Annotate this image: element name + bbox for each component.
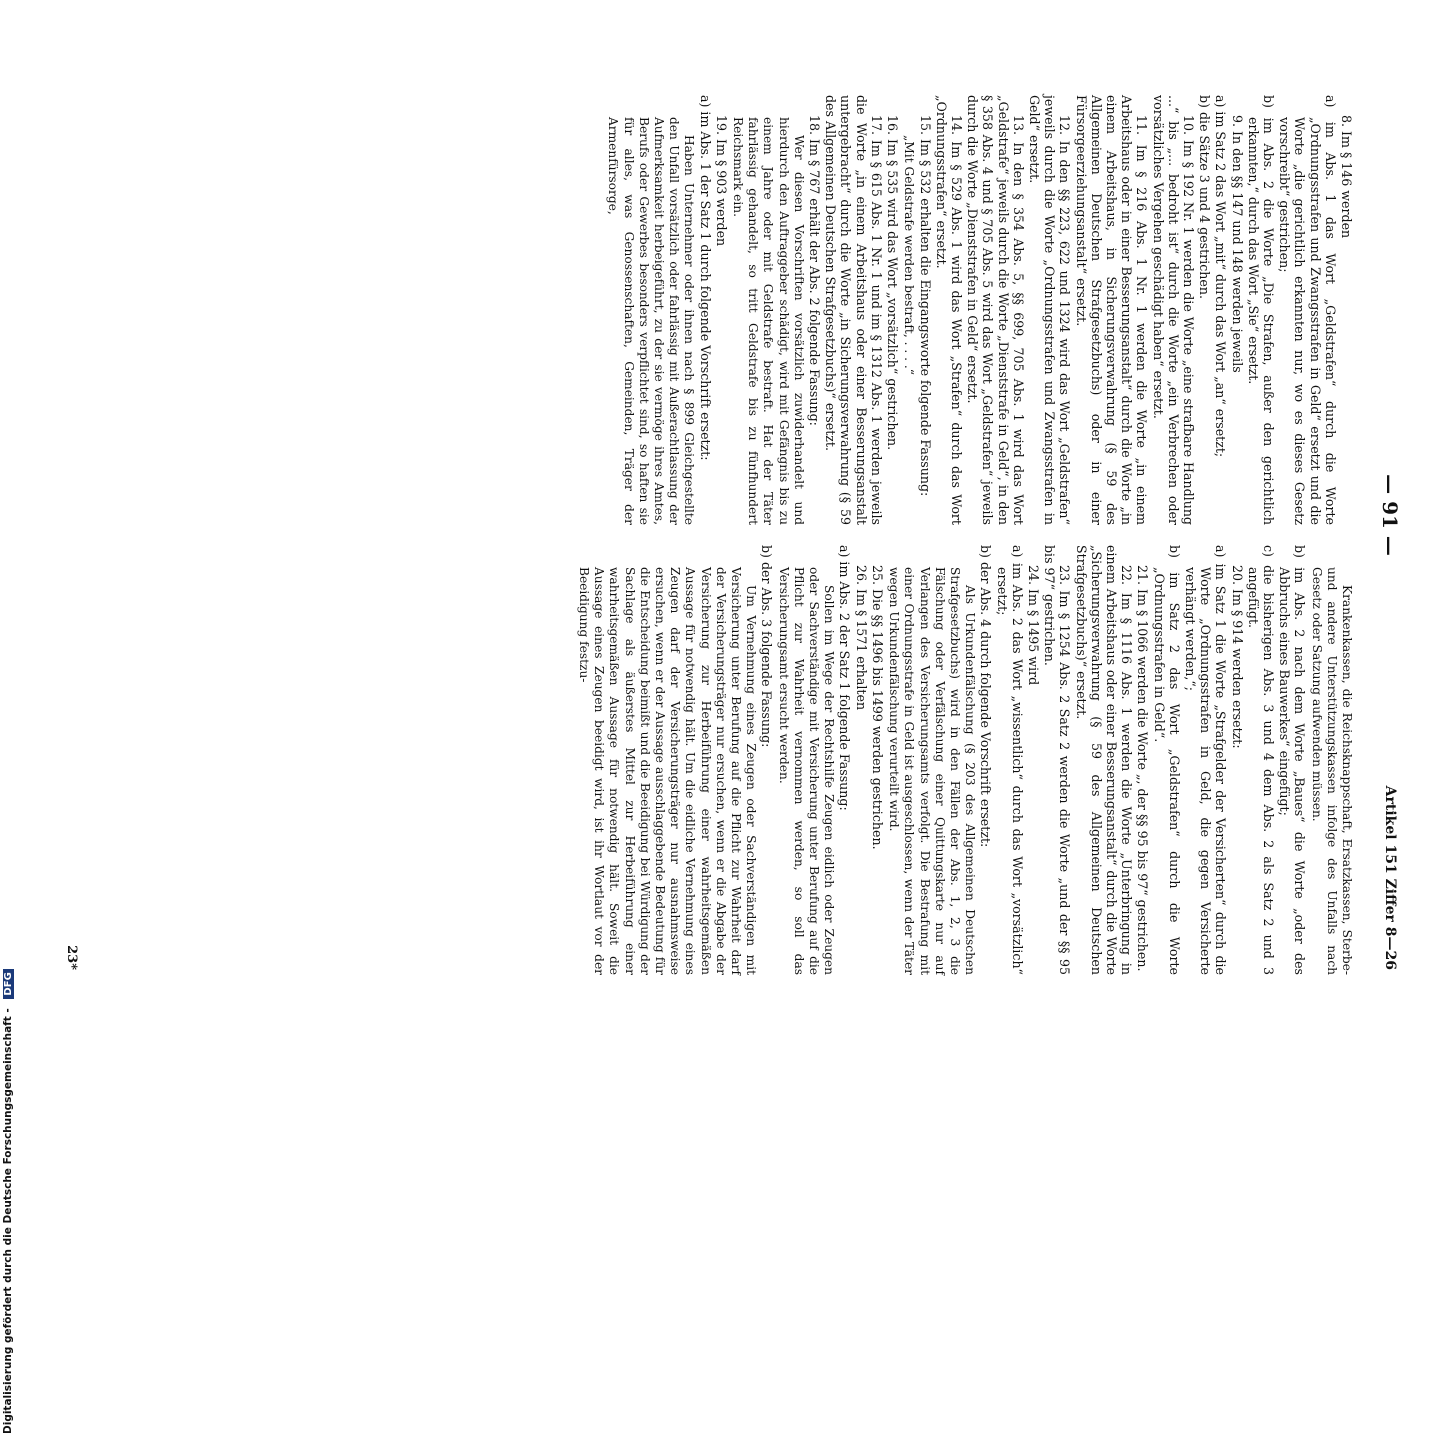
- page-number: — 91 —: [1378, 474, 1402, 556]
- paragraph: 8. Im § 146 werden: [1339, 115, 1354, 239]
- paragraph: 25. Die §§ 1496 bis 1499 werden gestrichen.: [869, 565, 885, 850]
- page-header: [1374, 60, 1402, 970]
- paragraph: b) die Sätze 3 und 4 gestrichen.: [1197, 95, 1213, 299]
- paragraph: 22. Im § 1116 Abs. 1 werden die Worte „Unterbringung in einem Arbeitshaus oder einer Besserungsanstalt“ durch die Worte „Sicherungsverwahrung (§ 59 des Allgemeinen Deutschen Strafgesetzbuchs)“ ersetzt.: [1073, 545, 1135, 975]
- paragraph: b) im Satz 2 das Wort „Geldstrafen“ durch die Worte „Ordnungsstrafen in Geld“.: [1151, 545, 1182, 975]
- paragraph: „Mit Geldstrafe werden bestraft, . . . .“: [902, 135, 917, 375]
- digitization-note: Digitalisierung gefördert durch die Deutsche Forschungsgemeinschaft -: [2, 1008, 14, 1434]
- paragraph: 10. Im § 192 Nr. 1 werden die Worte „eine strafbare Handlung ...“ bis „... bedroht ist“ durch die Worte „ein Verbrechen oder vorsätzliches Vergehen geschädigt haben“ ersetzt.: [1150, 95, 1196, 525]
- left-column: [604, 95, 1354, 525]
- paragraph: 12. In den §§ 223, 622 und 1324 wird das Wort „Geldstrafen“ jeweils durch die Worte „Ordnungsstrafen und Zwangsstrafen in Geld“ ersetzt.: [1026, 95, 1073, 525]
- paragraph: Als Urkundenfälschung (§ 203 des Allgemeinen Deutschen Strafgesetzbuchs) wird in den Fällen der Abs. 1, 2, 3 die Fälschung oder Verfälschung einer Quittungskarte nur auf Verlangen des Versicherungsamts verfolgt. Die Bestrafung mit einer Ordnungsstrafe in Geld ist ausgeschlossen, wenn der Täter wegen Urkundenfälschung verurteilt wird.: [887, 567, 978, 975]
- paragraph: c) die bisherigen Abs. 3 und 4 dem Abs. 2 als Satz 2 und 3 angefügt.: [1245, 545, 1276, 975]
- paragraph: a) im Satz 2 das Wort „mit“ durch das Wort „an“ ersetzt;: [1213, 95, 1229, 458]
- paragraph: 20. Im § 914 werden ersetzt:: [1229, 565, 1245, 749]
- paragraph: 15. Im § 532 erhalten die Eingangsworte folgende Fassung:: [917, 115, 933, 497]
- paragraph: b) im Abs. 2 die Worte „Die Strafen, außer den gerichtlich erkannten,“ durch das Wort „Sie“ ersetzt.: [1245, 95, 1276, 525]
- right-column: [575, 545, 1354, 975]
- paragraph: 14. Im § 529 Abs. 1 wird das Wort „Strafen“ durch das Wort „Ordnungsstrafen“ ersetzt.: [933, 95, 964, 525]
- paragraph: a) im Abs. 2 der Satz 1 folgende Fassung:: [837, 545, 853, 811]
- paragraph: 9. In den §§ 147 und 148 werden jeweils: [1229, 115, 1245, 373]
- paragraph: 17. Im § 615 Abs. 1 Nr. 1 und im § 1312 Abs. 1 werden jeweils die Worte „in einem Arbeitshaus oder einer Besserungsanstalt untergebracht“ durch die Worte „in Sicherungsverwahrung (§ 59 des Allgemeinen Deutschen Strafgesetzbuchs)“ ersetzt.: [823, 95, 884, 525]
- paragraph: 19. Im § 903 werden: [713, 115, 729, 247]
- paragraph: 16. Im § 535 wird das Wort „vorsätzlich“ gestrichen.: [885, 115, 901, 451]
- paragraph: Um Vernehmung eines Zeugen oder Sachverständigen mit Versicherung unter Berufung auf die Pflicht zur Wahrheit darf der Versicherungsträger nur ersuchen, wenn er die Abgabe der Versicherung zur Herbeiführung einer wahrheitsgemäßen Aussage für notwendig hält. Um die eidliche Vernehmung eines Zeugen darf der Versicherungsträger nur ausnahmsweise ersuchen, wenn er der Aussage ausschlaggebende Bedeutung für die Entscheidung beimißt und die Beeidigung bei Würdigung der Sachlage als äußerstes Mittel zur Herbeiführung einer wahrheitsgemäßen Aussage für notwendig hält. Soweit die Aussage eines Zeugen beeidigt wird, ist ihr Wortlaut vor der Beeidigung festzu-: [577, 567, 759, 975]
- paragraph: b) der Abs. 4 durch folgende Vorschrift ersetzt:: [978, 545, 994, 848]
- dfg-logo: DFG: [3, 969, 14, 998]
- paragraph: 11. Im § 216 Abs. 1 Nr. 1 werden die Worte „in einem Arbeitshaus oder in einer Besserungsanstalt“ durch die Worte „in einem Arbeitshaus, in Sicherungsverwahrung (§ 59 des Allgemeinen Deutschen Strafgesetzbuchs) oder in einer Fürsorgeerziehungsanstalt“ ersetzt.: [1073, 95, 1150, 525]
- paragraph: a) im Abs. 1 der Satz 1 durch folgende Vorschrift ersetzt:: [697, 95, 713, 461]
- paragraph: Haben Unternehmer oder ihnen nach § 899 Gleichgestellte den Unfall vorsätzlich oder fahrlässig mit Außerachtlassung der Aufmerksamkeit herbeigeführt, zu der sie vermöge ihres Amtes, Berufs oder Gewerbes besonders verpflichtet sind, so haften sie für alles, was Genossenschaften, Gemeinden, Träger der Armenfürsorge,: [606, 117, 697, 525]
- running-head: Artikel 151 Ziffer 8—26: [1382, 785, 1398, 970]
- paragraph: 18. Im § 767 erhält der Abs. 2 folgende Fassung:: [807, 115, 823, 426]
- digitization-footer: [2, 434, 18, 1434]
- paragraph: 13. In den § 354 Abs. 5, §§ 699, 705 Abs. 1 wird das Wort „Geldstrafe“ jeweils durch die Worte „Dienststrafe in Geld“, in den § 358 Abs. 4 und § 705 Abs. 5 wird das Wort „Geldstrafen“ jeweils durch die Worte „Dienststrafen in Geld“ ersetzt.: [965, 95, 1026, 525]
- paragraph: b) der Abs. 3 folgende Fassung:: [759, 545, 775, 748]
- paragraph: 26. Im § 1571 erhalten: [853, 565, 869, 711]
- paragraph: Sollen im Wege der Rechtshilfe Zeugen eidlich oder Zeugen oder Sachverständige mit Versicherung unter Berufung auf die Pflicht zur Wahrheit vernommen werden, so soll das Versicherungsamt ersucht werden.: [776, 567, 837, 975]
- signature-mark: 23*: [64, 945, 79, 970]
- paragraph: 21. Im § 1066 werden die Worte „, der §§ 95 bis 97“ gestrichen.: [1135, 565, 1151, 972]
- paragraph: Wer diesen Vorschriften vorsätzlich zuwiderhandelt und hierdurch den Auftraggeber schädigt, wird mit Gefängnis bis zu einem Jahre oder mit Geldstrafe bestraft. Hat der Täter fahrlässig gehandelt, so tritt Geldstrafe bis zu fünfhundert Reichsmark ein.: [731, 117, 806, 525]
- paragraph: b) im Abs. 2 nach dem Worte „Baues“ die Worte „oder des Abbruchs eines Bauwerkes“ eingefügt;: [1277, 545, 1308, 975]
- paragraph: Krankenkassen, die Reichsknappschaft, Ersatzkassen, Sterbe- und andere Unterstützungskassen infolge des Unfalls nach Gesetz oder Satzung aufwenden müssen.: [1309, 567, 1354, 975]
- paragraph: 23. Im § 1254 Abs. 2 Satz 2 werden die Worte „und der §§ 95 bis 97“ gestrichen.: [1042, 545, 1073, 975]
- paragraph: 24. Im § 1495 wird: [1025, 565, 1041, 686]
- paragraph: a) im Satz 1 die Worte „Strafgelder der Versicherten“ durch die Worte „Ordnungsstrafen in Geld, die gegen Versicherte verhängt werden,“;: [1182, 545, 1229, 975]
- paragraph: a) im Abs. 2 das Wort „wissentlich“ durch das Wort „vorsätzlich“ ersetzt;: [994, 545, 1025, 975]
- paragraph: a) im Abs. 1 das Wort „Geldstrafen“ durch die Worte „Ordnungsstrafen und Zwangsstrafen in Geld“ ersetzt und die Worte „die gerichtlich erkannten nur, wo es dieses Gesetz vorschreibt“ gestrichen;: [1277, 95, 1338, 525]
